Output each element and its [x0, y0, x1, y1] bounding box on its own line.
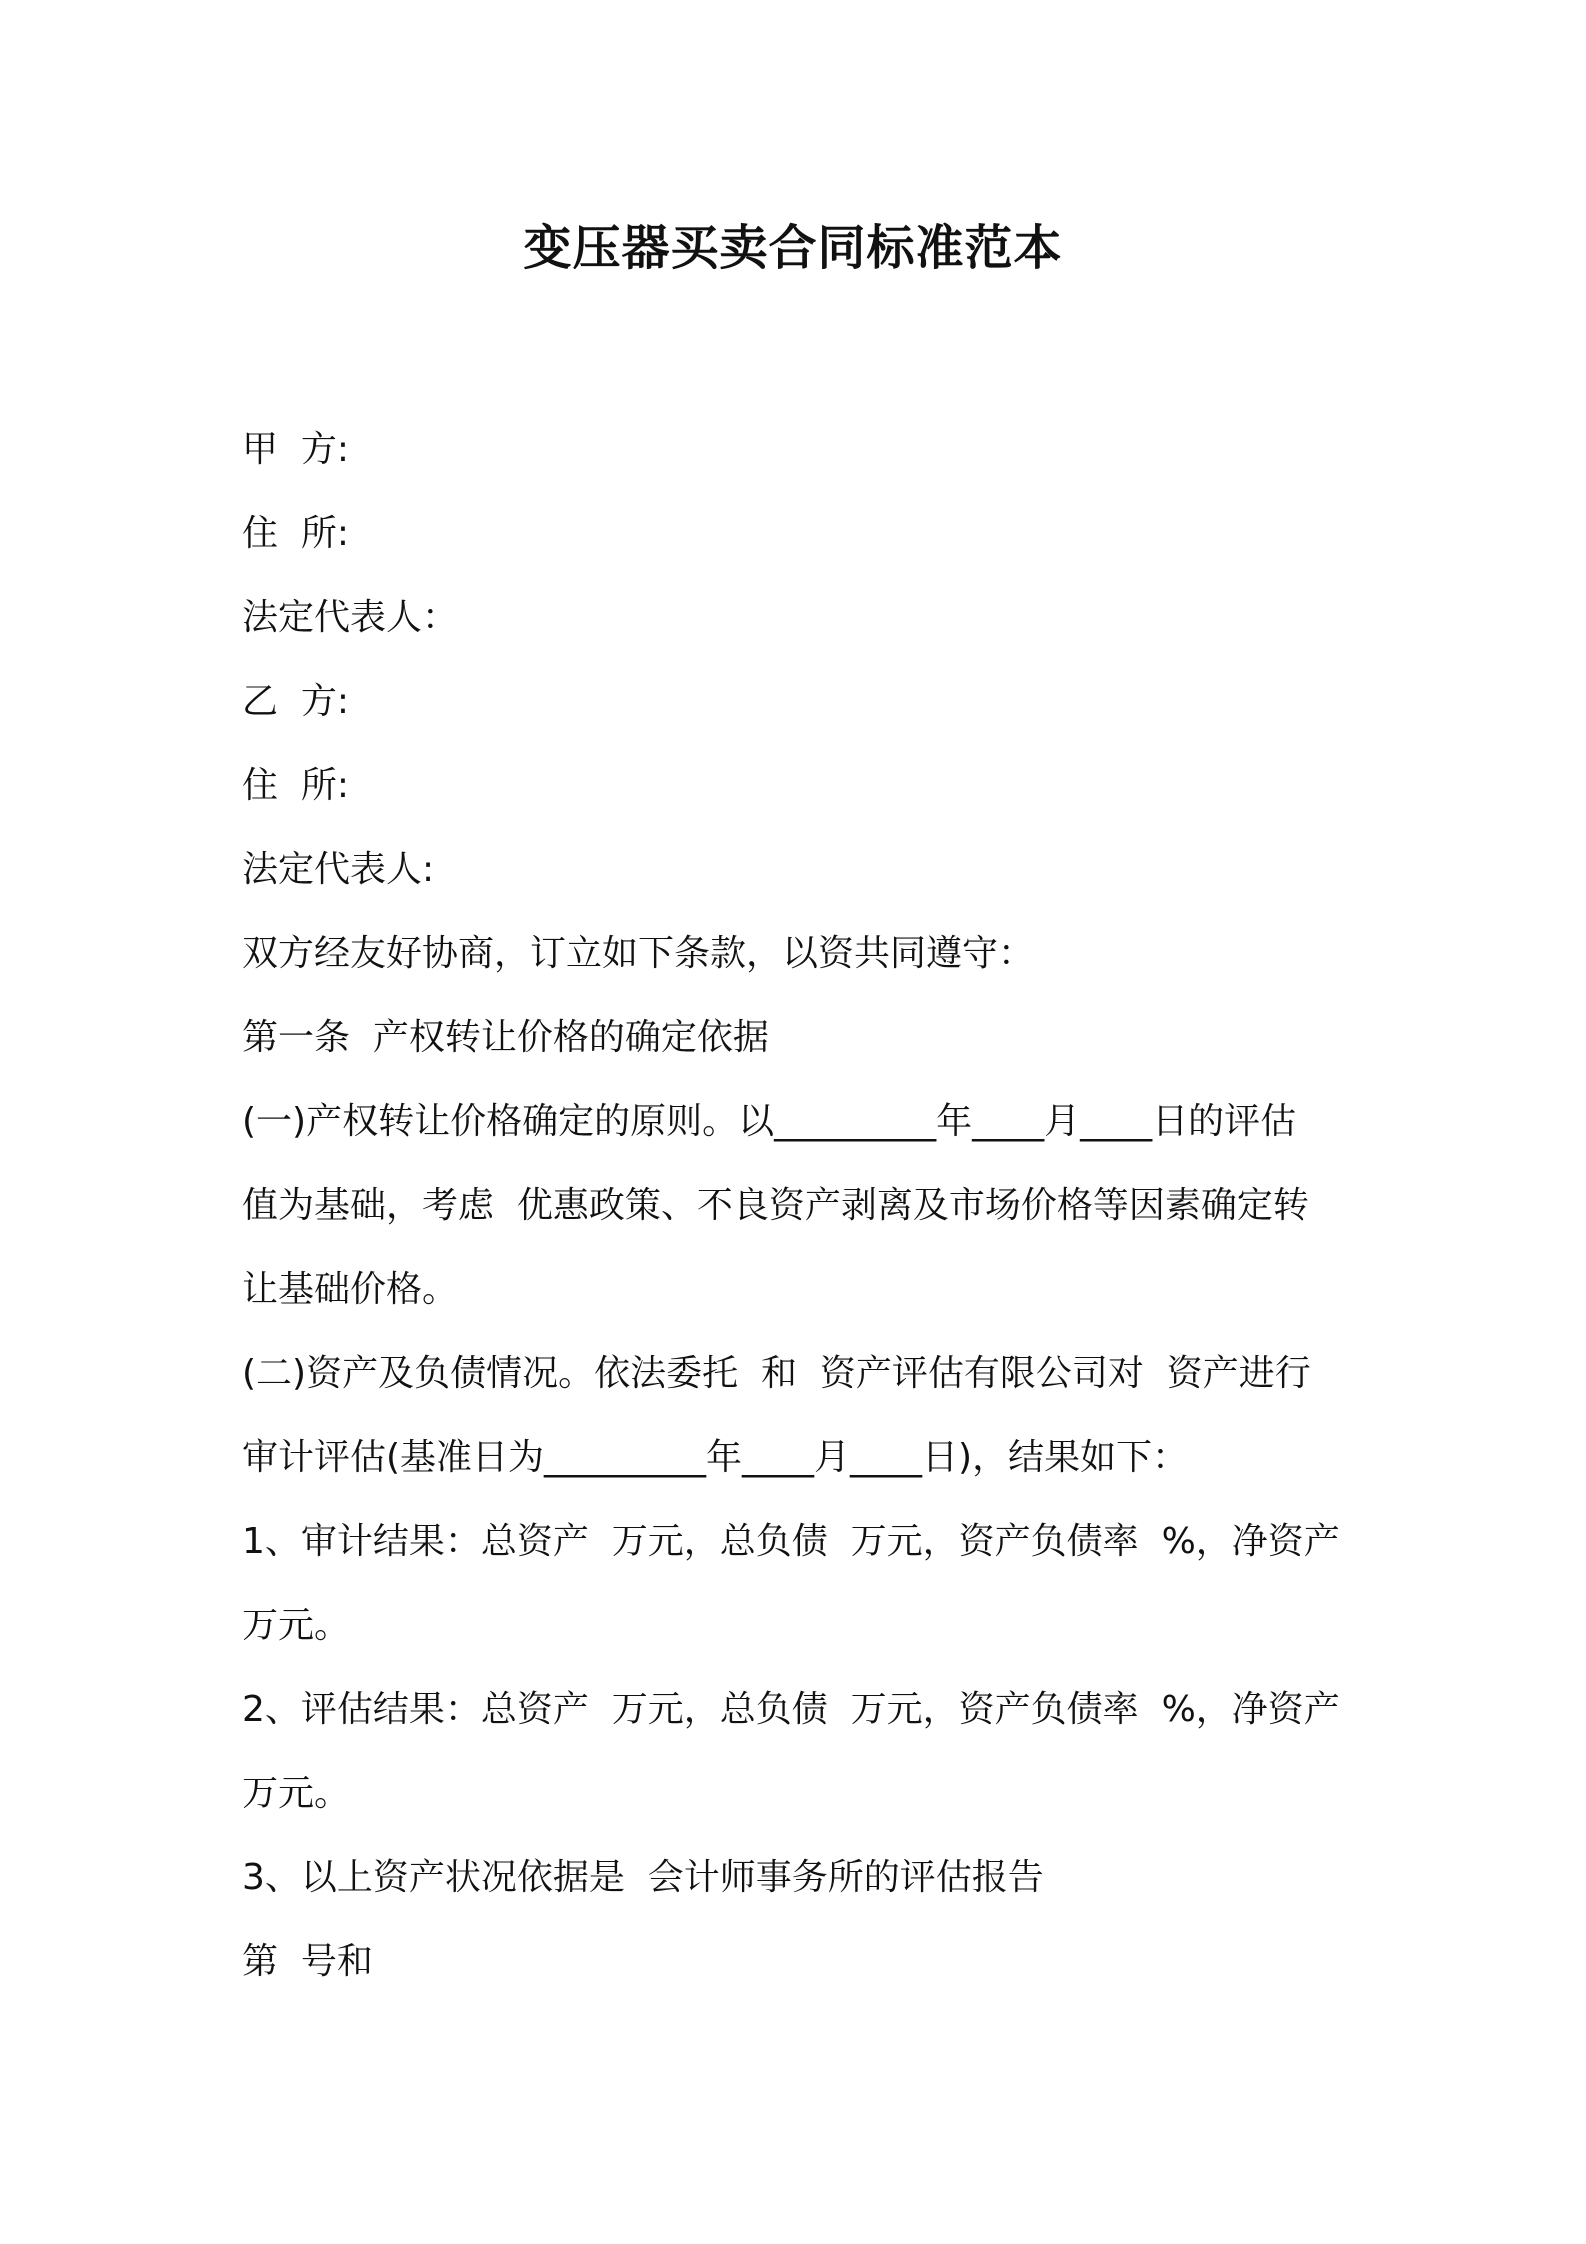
party-b-address-line: 住 所:: [242, 765, 350, 806]
clause-two-line-2: 审计评估(基准日为_________年____月____日)，结果如下：: [242, 1437, 1189, 1478]
clause-one-line-2: 值为基础，考虑 优惠政策、不良资产剥离及市场价格等因素确定转: [242, 1185, 1309, 1226]
audit-result-line-1: 1、审计结果：总资产 万元，总负债 万元，资产负债率 %，净资产: [242, 1521, 1340, 1562]
party-b-name-line: 乙 方:: [242, 681, 350, 722]
clause-one-line-3: 让基础价格。: [242, 1269, 459, 1310]
audit-result-line-2: 万元。: [242, 1605, 351, 1646]
document-title: 变压器买卖合同标准范本: [523, 220, 1063, 276]
report-number-line: 第 号和: [242, 1941, 373, 1982]
asset-basis-line: 3、以上资产状况依据是 会计师事务所的评估报告: [242, 1857, 1044, 1898]
party-a-name-line: 甲 方:: [242, 429, 350, 470]
clause-two-line-1: (二)资产及负债情况。依法委托 和 资产评估有限公司对 资产进行: [242, 1353, 1311, 1394]
agreement-intro-line: 双方经友好协商，订立如下条款，以资共同遵守：: [242, 933, 1035, 974]
evaluation-result-line-2: 万元。: [242, 1773, 351, 1814]
party-a-representative-line: 法定代表人：: [242, 597, 459, 638]
article-one-heading: 第一条 产权转让价格的确定依据: [242, 1017, 769, 1058]
party-b-representative-line: 法定代表人:: [242, 849, 435, 890]
party-a-address-line: 住 所:: [242, 513, 350, 554]
clause-one-line-1: (一)产权转让价格确定的原则。以_________年____月____日的评估: [242, 1101, 1297, 1142]
evaluation-result-line-1: 2、评估结果：总资产 万元，总负债 万元，资产负债率 %，净资产: [242, 1689, 1340, 1730]
document-body: [242, 408, 1362, 2004]
